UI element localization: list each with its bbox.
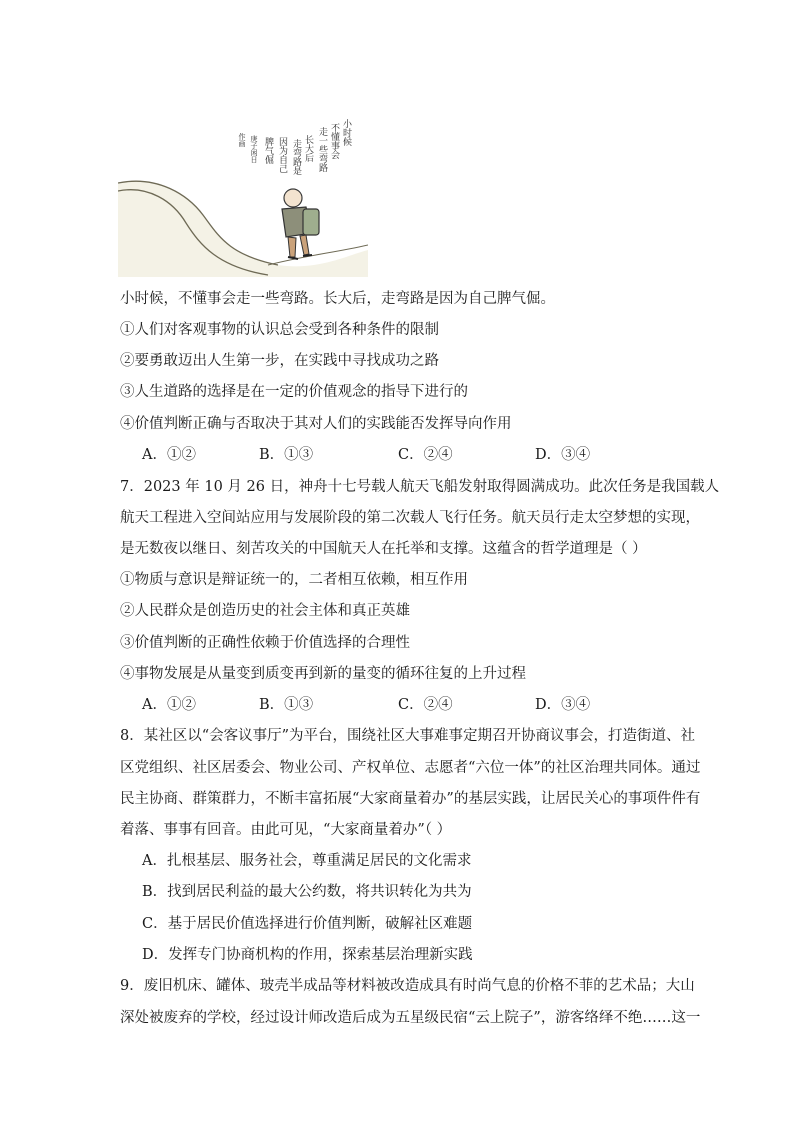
q7-item-4: ④事物发展是从量变到质变再到新的量变的循环往复的上升过程 bbox=[120, 666, 526, 682]
calligraphy-col-3: 走一些弯路 bbox=[317, 127, 327, 172]
q6-option-b: B．①③ bbox=[259, 447, 314, 463]
calligraphy-col-1: 小时候 bbox=[341, 119, 351, 146]
q7-option-b: B．①③ bbox=[259, 697, 314, 713]
child-figure bbox=[282, 189, 319, 259]
calligraphy-col-4: 长大后 bbox=[303, 135, 313, 162]
q9-stem-1: 9．废旧机床、罐体、玻壳半成品等材料被改造成具有时尚气息的价格不菲的艺术品；大山 bbox=[120, 978, 695, 994]
q7-stem-2: 航天工程进入空间站应用与发展阶段的第二次载人飞行任务。航天员行走太空梦想的实现， bbox=[120, 510, 700, 526]
q6-caption: 小时候，不懂事会走一些弯路。长大后，走弯路是因为自己脾气倔。 bbox=[120, 291, 555, 307]
q8-stem-2: 区党组织、社区居委会、物业公司、产权单位、志愿者“六位一体”的社区治理共同体。通过 bbox=[120, 760, 701, 776]
q6-item-4: ④价值判断正确与否取决于其对人们的实践能否发挥导向作用 bbox=[120, 416, 512, 432]
q8-choice-d: D．发挥专门协商机构的作用，探索基层治理新实践 bbox=[142, 947, 473, 963]
q8-choice-c: C．基于居民价值选择进行价值判断，破解社区难题 bbox=[142, 916, 473, 932]
q7-stem-3: 是无数夜以继日、刻苦攻关的中国航天人在托举和支撑。这蕴含的哲学道理是（ ） bbox=[120, 541, 647, 557]
q6-option-d: D．③④ bbox=[535, 447, 591, 463]
q6-option-c: C．②④ bbox=[398, 447, 453, 463]
q8-stem-3: 民主协商、群策群力，不断丰富拓展“大家商量着办”的基层实践，让居民关心的事项件件有 bbox=[120, 791, 701, 807]
q7-option-a: A．①② bbox=[142, 697, 196, 713]
q7-options bbox=[142, 695, 662, 715]
q7-item-2: ②人民群众是创造历史的社会主体和真正英雄 bbox=[120, 603, 410, 619]
q7-item-1: ①物质与意识是辩证统一的，二者相互依赖，相互作用 bbox=[120, 572, 468, 588]
calligraphy-col-2: 不懂事会 bbox=[329, 123, 339, 159]
q6-item-1: ①人们对客观事物的认识总会受到各种条件的限制 bbox=[120, 322, 439, 338]
q7-option-d: D．③④ bbox=[535, 697, 591, 713]
calligraphy-col-8: 庚子闲日 bbox=[250, 135, 258, 163]
q6-option-a: A．①② bbox=[142, 447, 196, 463]
q8-choice-a: A．扎根基层、服务社会，尊重满足居民的文化需求 bbox=[142, 853, 472, 869]
q9-stem-2: 深处被废弃的学校，经过设计师改造后成为五星级民宿“云上院子”，游客络绎不绝……这一 bbox=[120, 1010, 701, 1026]
q8-choice-b: B．找到居民利益的最大公约数，将共识转化为共为 bbox=[142, 884, 472, 900]
q6-options bbox=[142, 445, 662, 465]
q6-item-3: ③人生道路的选择是在一定的价值观念的指导下进行的 bbox=[120, 384, 468, 400]
q8-stem-1: 8．某社区以“会客议事厅”为平台，围绕社区大事难事定期召开协商议事会，打造街道、社 bbox=[120, 728, 696, 744]
calligraphy-text bbox=[238, 118, 352, 176]
calligraphy-col-6: 因为自己 bbox=[277, 137, 287, 173]
calligraphy-col-7: 脾气倔 bbox=[263, 137, 273, 164]
child-walking-path-illustration bbox=[118, 105, 368, 277]
q7-stem-1: 7．2023 年 10 月 26 日，神舟十七号载人航天飞船发射取得圆满成功。此次任务是我国载人 bbox=[120, 479, 720, 495]
q8-stem-4: 着落、事事有回音。由此可见，“大家商量着办”（ ） bbox=[120, 822, 452, 838]
q7-item-3: ③价值判断的正确性依赖于价值选择的合理性 bbox=[120, 635, 410, 651]
calligraphy-col-5: 走弯路是 bbox=[291, 139, 301, 175]
calligraphy-col-9: 作画 bbox=[238, 133, 246, 147]
q7-option-c: C．②④ bbox=[398, 697, 453, 713]
q6-item-2: ②要勇敢迈出人生第一步，在实践中寻找成功之路 bbox=[120, 353, 439, 369]
